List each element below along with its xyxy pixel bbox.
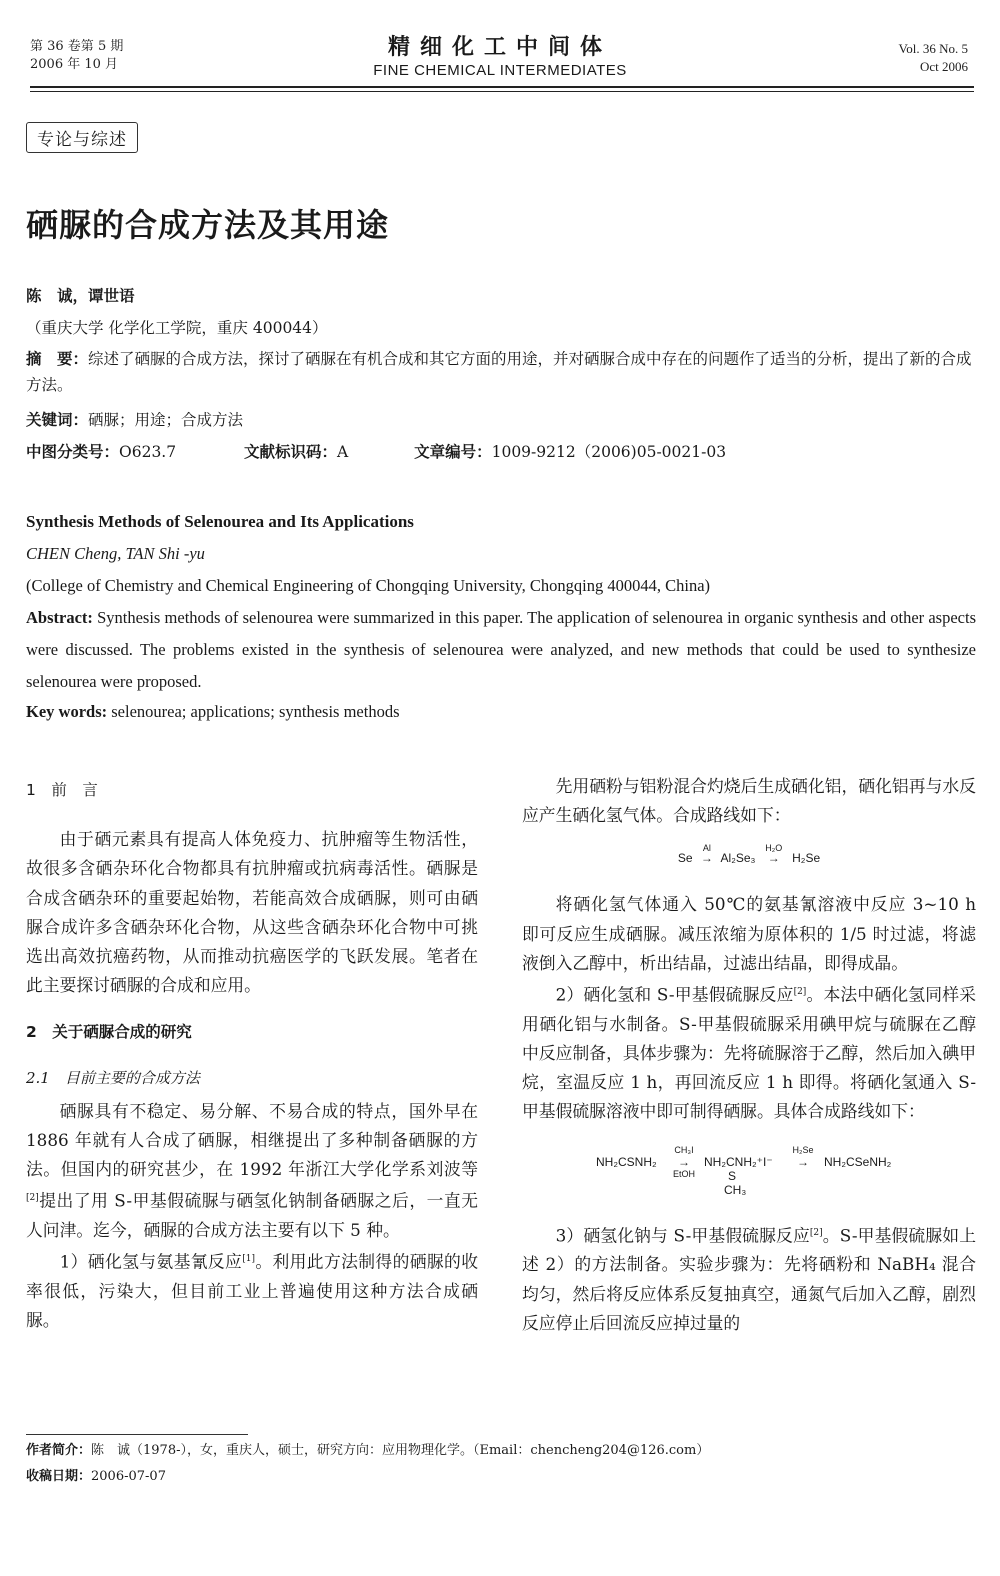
- article-number-label: 文章编号：: [414, 443, 492, 461]
- rxn1-cond1: Al: [702, 843, 711, 854]
- reaction-scheme-2: [522, 1143, 976, 1201]
- english-abstract-label: Abstract:: [26, 608, 93, 627]
- english-authors: CHEN Cheng, TAN Shi -yu: [26, 544, 205, 563]
- rxn2-cond2: H₂Se: [792, 1144, 814, 1155]
- date-en: Oct 2006: [919, 59, 968, 74]
- rxn1-arrow1: Al →: [696, 850, 718, 866]
- method2-paragraph: [522, 978, 976, 1127]
- rxn1-reactant: Se: [677, 851, 693, 866]
- m3-text-a: 3）硒氢化钠与 S-甲基假硫脲反应: [555, 1225, 810, 1246]
- abstract-cn-label: 摘 要：: [26, 350, 89, 368]
- received-date: [26, 1466, 166, 1488]
- journal-name-en: FINE CHEMICAL INTERMEDIATES: [373, 62, 627, 79]
- english-keywords-text: selenourea; applications; synthesis methods: [111, 702, 400, 721]
- english-affiliation: (College of Chemistry and Chemical Engineering of Chongqing University, Chongqing 400044, China): [26, 576, 711, 595]
- m3-text-b: 。S-甲基假硫脲如上述 2）的方法制备。实验步骤为：先将硒粉和 NaBH₄ 混合均匀，然后将反应体系反复抽真空，通氮气后加入乙醇，剧烈反应停止后回流反应掉过量的: [522, 1225, 976, 1333]
- english-title: Synthesis Methods of Selenourea and Its Applications: [26, 512, 414, 531]
- volume-en: Vol. 36 No. 5: [898, 41, 968, 56]
- author-bio-label: 作者简介：: [26, 1443, 92, 1458]
- rxn2-cond1-top: CH₃I: [674, 1144, 694, 1155]
- author-bio: [26, 1440, 709, 1462]
- m1-ref: [1]: [242, 1254, 255, 1265]
- english-abstract-text: Synthesis methods of selenourea were summarized in this paper. The application of selenourea in organic synthesis and other aspects were discussed. The problems existed in the synthesis of selenourea were analyzed, and new methods that could be used to synthesize selenourea were proposed.: [26, 608, 976, 691]
- english-keywords-label: Key words:: [26, 702, 108, 721]
- rxn2-arrow2: →: [797, 1154, 809, 1169]
- article-number-value: 1009-9212（2006)05-0021-03: [491, 443, 727, 461]
- footnote-rule: [26, 1434, 248, 1435]
- section-tag: 专论与综述: [26, 122, 138, 153]
- m2-ref: [2]: [793, 987, 807, 998]
- reaction-scheme-1: [522, 843, 976, 866]
- clc-value: O623.7: [119, 443, 177, 461]
- received-date-value: 2006-07-07: [91, 1469, 166, 1484]
- rxn2-arrow1: →: [678, 1154, 690, 1169]
- date-cn: 2006 年 10 月: [30, 57, 119, 72]
- rxn1-cond2: H₂O: [765, 843, 783, 854]
- m1-text-b: 。利用此方法制得的硒脲的收率很低，污染大，但目前工业上普遍使用这种方法合成硒脲。: [26, 1252, 478, 1331]
- authors-cn: 陈 诚，谭世语: [26, 287, 135, 305]
- keywords-cn-text: 硒脲；用途；合成方法: [88, 411, 244, 429]
- m2-text-a: 2）硒化氢和 S-甲基假硫脲反应: [555, 984, 794, 1005]
- rxn2-intermediate-s: S: [728, 1168, 737, 1183]
- keywords-cn: [26, 408, 976, 432]
- sec21-ref: [2]: [26, 1193, 39, 1204]
- sec21-paragraph: [26, 1097, 478, 1246]
- received-date-label: 收稿日期：: [26, 1469, 92, 1484]
- body-left-column: [26, 776, 478, 1336]
- english-keywords: [26, 702, 976, 722]
- english-abstract: [26, 602, 976, 698]
- classification-line: [26, 440, 976, 464]
- m1-text-a: 1）硒化氢与氨基氰反应: [59, 1252, 243, 1273]
- doc-code-label: 文献标识码：: [243, 443, 337, 461]
- abstract-cn-text: 综述了硒脲的合成方法，探讨了硒脲在有机合成和其它方面的用途，并对硒脲合成中存在的问题作了适当的分析，提出了新的合成方法。: [26, 350, 972, 394]
- keywords-cn-label: 关键词：: [26, 411, 89, 429]
- clc-label: 中图分类号：: [26, 443, 120, 461]
- rxn1-arrow2: H₂O →: [759, 850, 789, 866]
- rxn1-product2: H₂Se: [792, 851, 821, 866]
- author-bio-text: 陈 诚（1978-），女，重庆人，硕士，研究方向：应用物理化学。（Email：chencheng204@126.com）: [91, 1443, 710, 1458]
- affiliation-cn: （重庆大学 化学化工学院，重庆 400044）: [26, 319, 328, 337]
- rxn1-product1: Al₂Se₃: [720, 851, 756, 866]
- journal-name-cn: 精细化工中间体: [387, 34, 612, 60]
- header-rule-thick: [30, 86, 974, 88]
- body-right-column: [522, 772, 976, 1338]
- volume-cn: 第 36 卷第 5 期: [30, 39, 124, 54]
- abstract-cn: [26, 346, 976, 398]
- sec21-text-b: 提出了用 S-甲基假硫脲与硒氢化钠制备硒脲之后，一直无人问津。迄今，硒脲的合成方法主要有以下 5 种。: [26, 1191, 478, 1241]
- right-para2: 将硒化氢气体通入 50℃的氨基氰溶液中反应 3~10 h 即可反应生成硒脲。减压浓缩为原体积的 1/5 时过滤，将滤液倒入乙醇中，析出结晶，过滤出结晶，即得成晶。: [522, 894, 976, 973]
- rxn2-cond1-bottom: EtOH: [672, 1168, 695, 1179]
- header-rule-thin: [30, 91, 974, 92]
- rxn2-product: NH₂CSeNH₂: [824, 1154, 892, 1169]
- rxn2-reactant: NH₂CSNH₂: [596, 1154, 657, 1169]
- rxn2-intermediate: NH₂CNH₂⁺I⁻: [704, 1154, 773, 1169]
- rxn2-intermediate-ch3: CH₃: [724, 1182, 747, 1197]
- method1-paragraph: [26, 1245, 478, 1335]
- journal-issue-en: [899, 40, 968, 76]
- sec2-heading: 2 关于硒脲合成的研究: [26, 1023, 192, 1042]
- sec1-paragraph: 由于硒元素具有提高人体免疫力、抗肿瘤等生物活性，故很多含硒杂环化合物都具有抗肿瘤或抗病毒活性。硒脲是合成含硒杂环的重要起始物，若能高效合成硒脲，则可由硒脲合成许多含硒杂环化合物，从这些含硒杂环化合物中可挑选出高效抗癌药物，从而推动抗癌医学的飞跃发展。笔者在此主要探讨硒脲的合成和应用。: [26, 829, 478, 996]
- article-title: 硒脲的合成方法及其用途: [26, 206, 390, 244]
- doc-code-value: A: [337, 443, 349, 461]
- m3-ref: [2]: [809, 1227, 823, 1238]
- sec21-heading: 2.1 目前主要的合成方法: [26, 1068, 200, 1087]
- right-para1: 先用硒粉与铝粉混合灼烧后生成硒化铝，硒化铝再与水反应产生硒化氢气体。合成路线如下：: [522, 776, 976, 826]
- sec1-heading: 1 前 言: [26, 781, 98, 799]
- m2-text-b: 。本法中硒化氢同样采用硒化铝与水制备。S-甲基假硫脲采用碘甲烷与硫脲在乙醇中反应制备，具体步骤为：先将硫脲溶于乙醇，然后加入碘甲烷，室温反应 1 h，再回流反应 1 h 即得。将硒化氢通入 S-甲基假硫脲溶液中即可制得硒脲。具体合成路线如下：: [522, 984, 976, 1122]
- sec21-text-a: 硒脲具有不稳定、易分解、不易合成的特点，国外早在 1886 年就有人合成了硒脲，相继提出了多种制备硒脲的方法。但国内的研究甚少，在 1992 年浙江大学化学系刘波等: [26, 1100, 478, 1180]
- method3-paragraph: [522, 1219, 976, 1338]
